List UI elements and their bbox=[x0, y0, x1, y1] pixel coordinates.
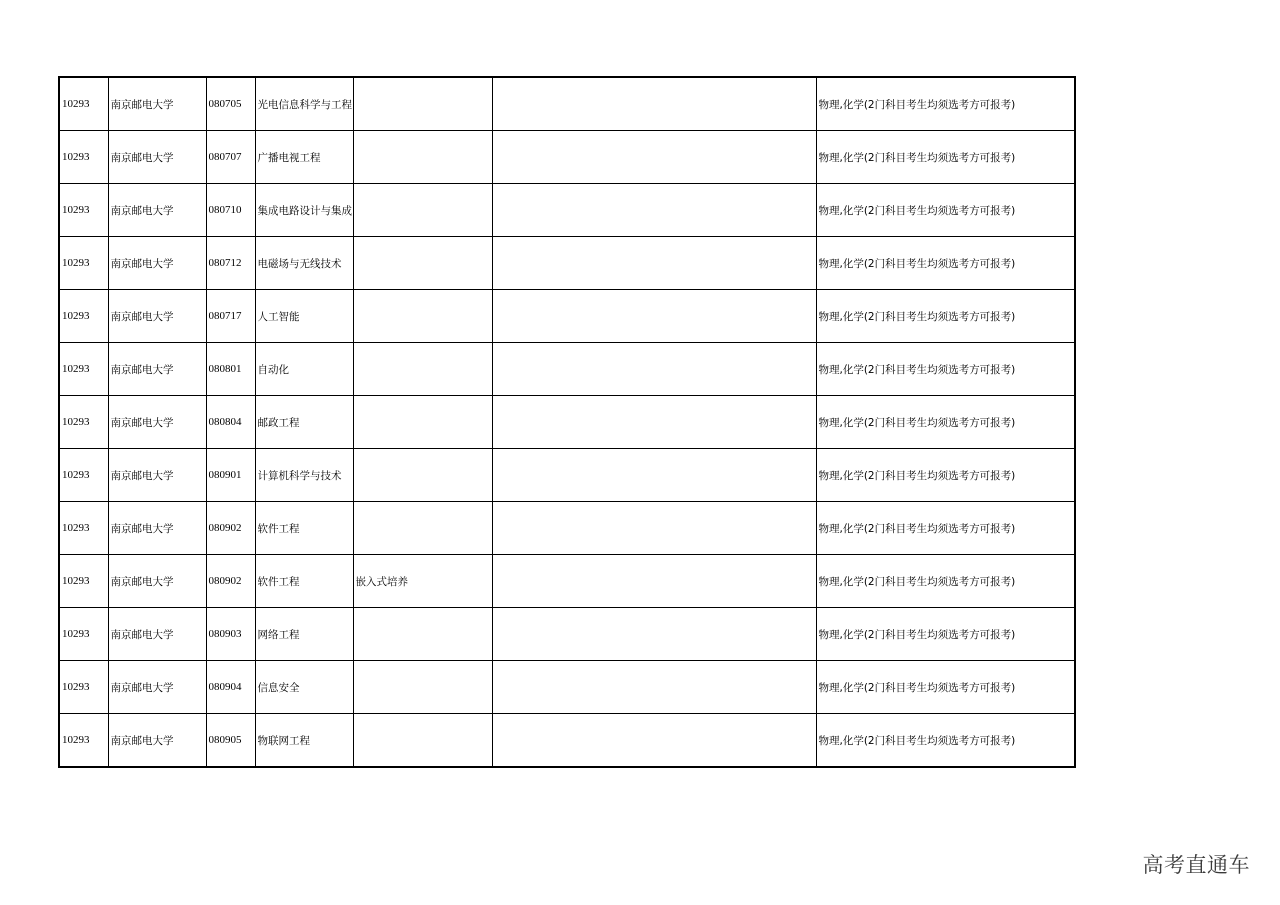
school-name-cell: 南京邮电大学 bbox=[108, 343, 206, 396]
table-row bbox=[59, 237, 1075, 290]
subject-requirement-cell: 物理,化学(2门科目考生均须选考方可报考) bbox=[816, 343, 1075, 396]
subject-requirement-cell: 物理,化学(2门科目考生均须选考方可报考) bbox=[816, 290, 1075, 343]
table-row bbox=[59, 131, 1075, 184]
subject-requirement-cell: 物理,化学(2门科目考生均须选考方可报考) bbox=[816, 184, 1075, 237]
major-code-cell: 080707 bbox=[206, 131, 255, 184]
school-name-cell: 南京邮电大学 bbox=[108, 396, 206, 449]
remark-cell bbox=[492, 502, 816, 555]
school-code-cell: 10293 bbox=[59, 131, 108, 184]
subject-requirement-cell: 物理,化学(2门科目考生均须选考方可报考) bbox=[816, 237, 1075, 290]
major-name-cell: 软件工程 bbox=[255, 555, 353, 608]
remark-cell bbox=[492, 77, 816, 131]
table-row bbox=[59, 661, 1075, 714]
major-note-cell bbox=[353, 77, 492, 131]
major-note-cell bbox=[353, 131, 492, 184]
major-name-cell: 广播电视工程 bbox=[255, 131, 353, 184]
major-code-cell: 080717 bbox=[206, 290, 255, 343]
major-note-cell bbox=[353, 396, 492, 449]
school-code-cell: 10293 bbox=[59, 396, 108, 449]
remark-cell bbox=[492, 396, 816, 449]
school-code-cell: 10293 bbox=[59, 343, 108, 396]
table-row bbox=[59, 502, 1075, 555]
subject-requirement-cell: 物理,化学(2门科目考生均须选考方可报考) bbox=[816, 131, 1075, 184]
major-note-cell bbox=[353, 184, 492, 237]
school-code-cell: 10293 bbox=[59, 555, 108, 608]
major-name-cell: 软件工程 bbox=[255, 502, 353, 555]
subject-requirement-cell: 物理,化学(2门科目考生均须选考方可报考) bbox=[816, 77, 1075, 131]
school-name-cell: 南京邮电大学 bbox=[108, 502, 206, 555]
table-row bbox=[59, 290, 1075, 343]
major-note-cell bbox=[353, 343, 492, 396]
major-name-cell: 人工智能 bbox=[255, 290, 353, 343]
major-name-cell: 集成电路设计与集成 bbox=[255, 184, 353, 237]
major-code-cell: 080712 bbox=[206, 237, 255, 290]
table-row bbox=[59, 555, 1075, 608]
subject-requirement-cell: 物理,化学(2门科目考生均须选考方可报考) bbox=[816, 661, 1075, 714]
major-note-cell bbox=[353, 608, 492, 661]
major-code-cell: 080901 bbox=[206, 449, 255, 502]
subject-requirement-cell: 物理,化学(2门科目考生均须选考方可报考) bbox=[816, 714, 1075, 768]
school-name-cell: 南京邮电大学 bbox=[108, 555, 206, 608]
remark-cell bbox=[492, 343, 816, 396]
major-code-cell: 080801 bbox=[206, 343, 255, 396]
remark-cell bbox=[492, 449, 816, 502]
table-row bbox=[59, 77, 1075, 131]
major-code-cell: 080905 bbox=[206, 714, 255, 768]
major-name-cell: 光电信息科学与工程 bbox=[255, 77, 353, 131]
major-name-cell: 邮政工程 bbox=[255, 396, 353, 449]
watermark: 高考直通车 bbox=[1142, 853, 1250, 877]
major-note-cell bbox=[353, 502, 492, 555]
major-code-cell: 080705 bbox=[206, 77, 255, 131]
table-row bbox=[59, 608, 1075, 661]
school-code-cell: 10293 bbox=[59, 714, 108, 768]
major-note-cell bbox=[353, 290, 492, 343]
remark-cell bbox=[492, 661, 816, 714]
major-name-cell: 信息安全 bbox=[255, 661, 353, 714]
school-name-cell: 南京邮电大学 bbox=[108, 714, 206, 768]
school-name-cell: 南京邮电大学 bbox=[108, 184, 206, 237]
school-code-cell: 10293 bbox=[59, 290, 108, 343]
subject-requirements-table bbox=[58, 76, 1076, 768]
school-code-cell: 10293 bbox=[59, 502, 108, 555]
subject-requirement-cell: 物理,化学(2门科目考生均须选考方可报考) bbox=[816, 396, 1075, 449]
major-note-cell bbox=[353, 237, 492, 290]
school-name-cell: 南京邮电大学 bbox=[108, 131, 206, 184]
subject-requirement-cell: 物理,化学(2门科目考生均须选考方可报考) bbox=[816, 555, 1075, 608]
major-code-cell: 080903 bbox=[206, 608, 255, 661]
major-code-cell: 080904 bbox=[206, 661, 255, 714]
major-note-cell bbox=[353, 449, 492, 502]
table-row bbox=[59, 714, 1075, 768]
subject-requirement-cell: 物理,化学(2门科目考生均须选考方可报考) bbox=[816, 502, 1075, 555]
school-name-cell: 南京邮电大学 bbox=[108, 608, 206, 661]
remark-cell bbox=[492, 237, 816, 290]
school-name-cell: 南京邮电大学 bbox=[108, 290, 206, 343]
major-code-cell: 080710 bbox=[206, 184, 255, 237]
major-name-cell: 网络工程 bbox=[255, 608, 353, 661]
school-name-cell: 南京邮电大学 bbox=[108, 77, 206, 131]
remark-cell bbox=[492, 714, 816, 768]
major-code-cell: 080902 bbox=[206, 502, 255, 555]
remark-cell bbox=[492, 290, 816, 343]
table-row bbox=[59, 449, 1075, 502]
major-note-cell bbox=[353, 661, 492, 714]
school-code-cell: 10293 bbox=[59, 449, 108, 502]
major-name-cell: 物联网工程 bbox=[255, 714, 353, 768]
subject-requirement-cell: 物理,化学(2门科目考生均须选考方可报考) bbox=[816, 449, 1075, 502]
major-name-cell: 电磁场与无线技术 bbox=[255, 237, 353, 290]
remark-cell bbox=[492, 608, 816, 661]
school-name-cell: 南京邮电大学 bbox=[108, 449, 206, 502]
table-row bbox=[59, 396, 1075, 449]
remark-cell bbox=[492, 131, 816, 184]
remark-cell bbox=[492, 184, 816, 237]
major-note-cell: 嵌入式培养 bbox=[353, 555, 492, 608]
subject-requirement-cell: 物理,化学(2门科目考生均须选考方可报考) bbox=[816, 608, 1075, 661]
major-name-cell: 计算机科学与技术 bbox=[255, 449, 353, 502]
school-code-cell: 10293 bbox=[59, 77, 108, 131]
major-note-cell bbox=[353, 714, 492, 768]
table-body bbox=[59, 77, 1075, 767]
table-row bbox=[59, 343, 1075, 396]
table-row bbox=[59, 184, 1075, 237]
school-name-cell: 南京邮电大学 bbox=[108, 237, 206, 290]
major-code-cell: 080902 bbox=[206, 555, 255, 608]
major-name-cell: 自动化 bbox=[255, 343, 353, 396]
school-code-cell: 10293 bbox=[59, 608, 108, 661]
school-code-cell: 10293 bbox=[59, 237, 108, 290]
school-code-cell: 10293 bbox=[59, 661, 108, 714]
major-code-cell: 080804 bbox=[206, 396, 255, 449]
school-code-cell: 10293 bbox=[59, 184, 108, 237]
remark-cell bbox=[492, 555, 816, 608]
school-name-cell: 南京邮电大学 bbox=[108, 661, 206, 714]
